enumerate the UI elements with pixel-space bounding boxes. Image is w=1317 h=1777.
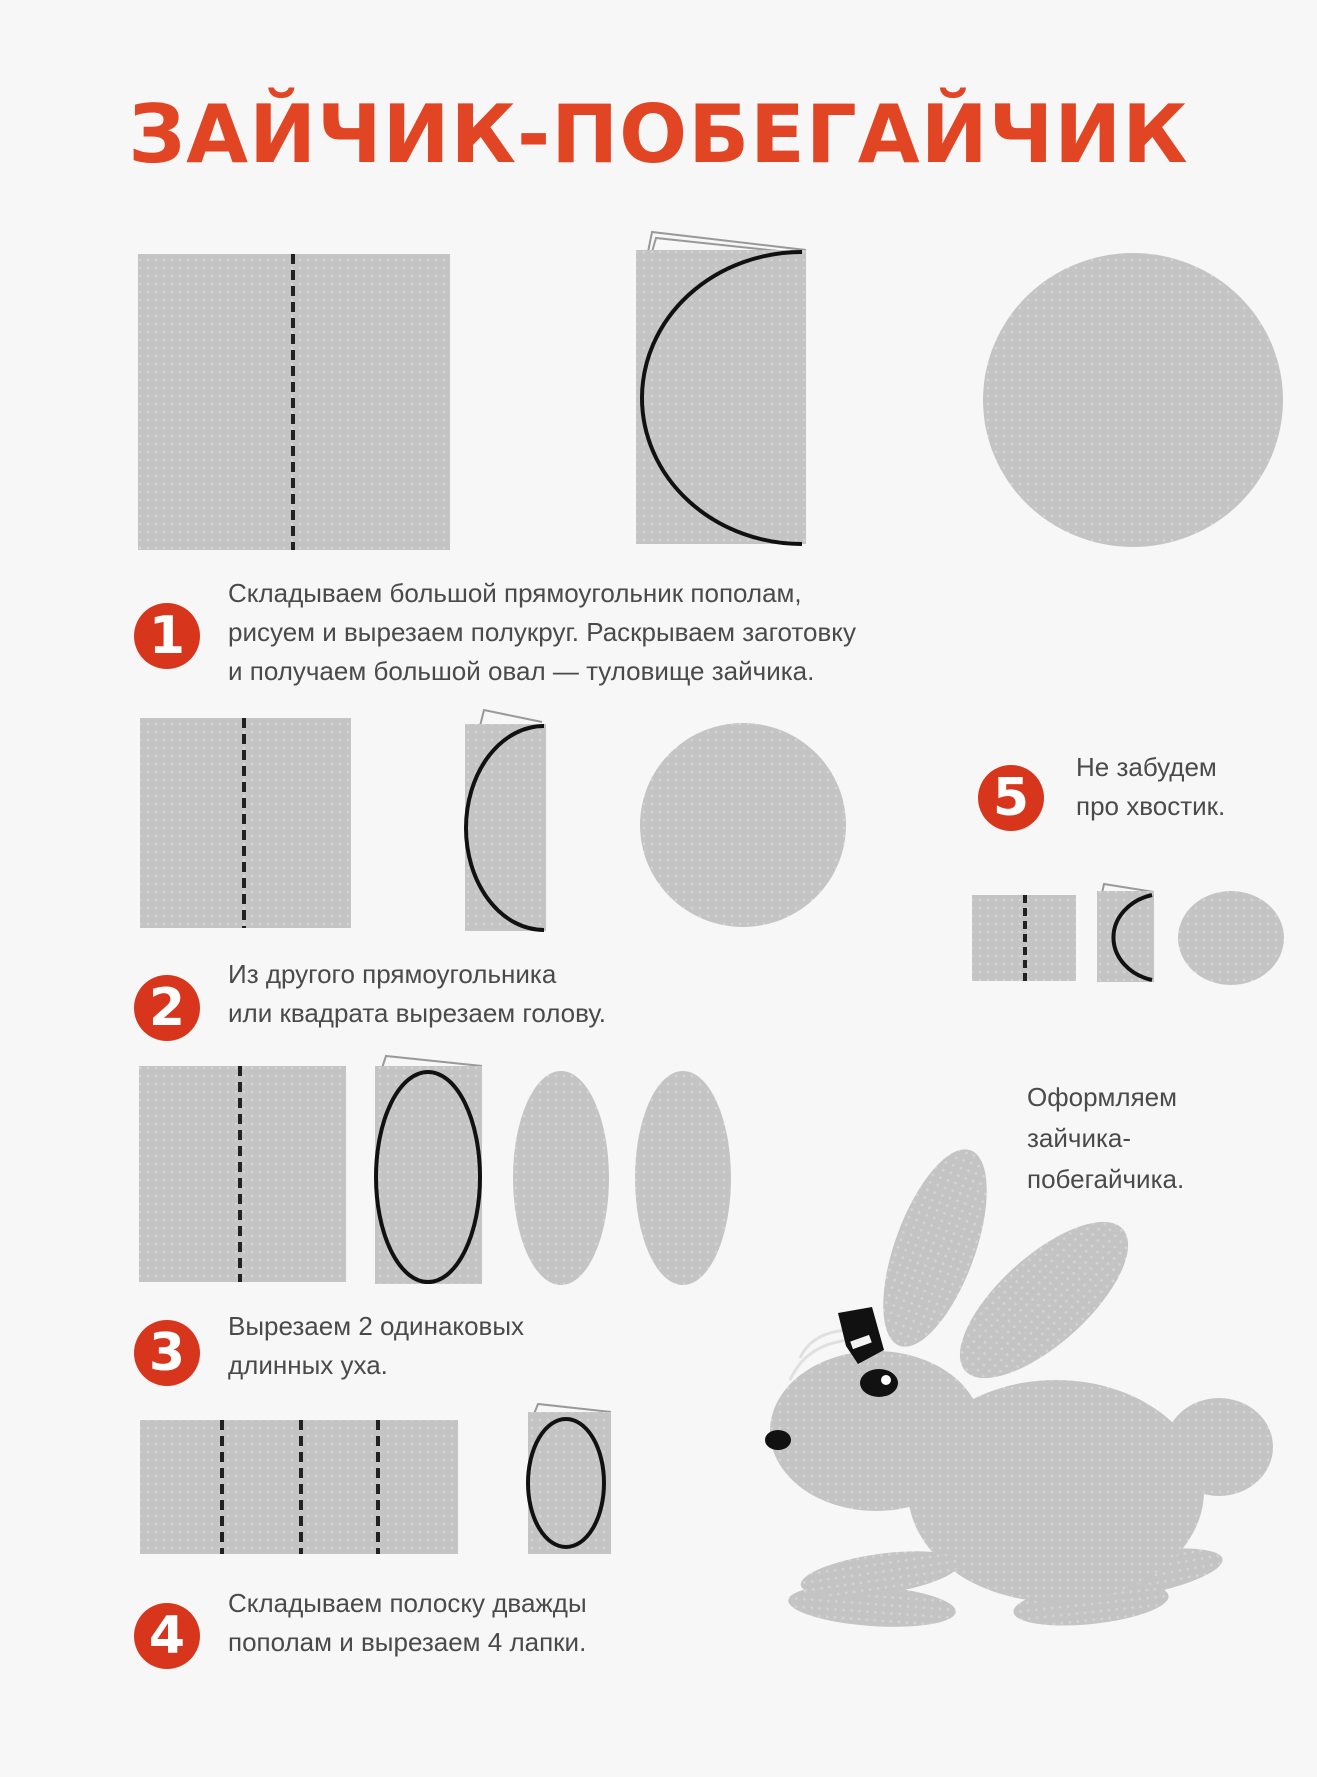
folded-rectangle — [465, 724, 546, 931]
finished-bunny — [765, 1137, 1273, 1632]
ear-1 — [513, 1071, 609, 1285]
folded-rectangle — [636, 250, 806, 544]
step-4-text: Складываем полоску дважды пополам и вырезаем 4 лапки. — [228, 1588, 587, 1657]
tail-circle — [1178, 891, 1284, 985]
step-2-number: 2 — [134, 975, 200, 1041]
step-1-number: 1 — [134, 603, 200, 669]
step-2-text: Из другого прямоугольника или квадрата вырезаем голову. — [228, 959, 606, 1028]
bunny-eye — [860, 1369, 898, 1397]
step-3-illustration — [139, 1056, 731, 1285]
step-4-number: 4 — [134, 1603, 200, 1669]
page-title: ЗАЙЧИК-ПОБЕГАЙЧИК — [128, 88, 1189, 181]
bunny-nose — [765, 1430, 791, 1450]
step-3-number: 3 — [134, 1320, 200, 1386]
rectangle — [139, 1066, 346, 1282]
head-circle — [640, 723, 846, 927]
step-1-text: Складываем большой прямоугольник пополам, рисуем и вырезаем полукруг. Раскрываем заготовку и получаем большой овал — туловище зайчика. — [228, 578, 856, 686]
folded-edge — [648, 232, 806, 252]
step-3-text: Вырезаем 2 одинаковых длинных уха. — [228, 1311, 525, 1380]
step-5-number: 5 — [978, 765, 1044, 831]
step-2-illustration — [140, 710, 846, 931]
ear-2 — [635, 1071, 731, 1285]
step-5-text: Не забудем про хвостик. — [1076, 752, 1226, 821]
step-5-illustration — [972, 884, 1284, 985]
folded-edge — [480, 710, 542, 726]
final-note: Оформляем зайчика- побегайчика. — [1027, 1082, 1185, 1194]
big-oval-body — [983, 253, 1283, 547]
step-4-illustration — [140, 1404, 611, 1554]
step-1-illustration — [138, 232, 1283, 550]
